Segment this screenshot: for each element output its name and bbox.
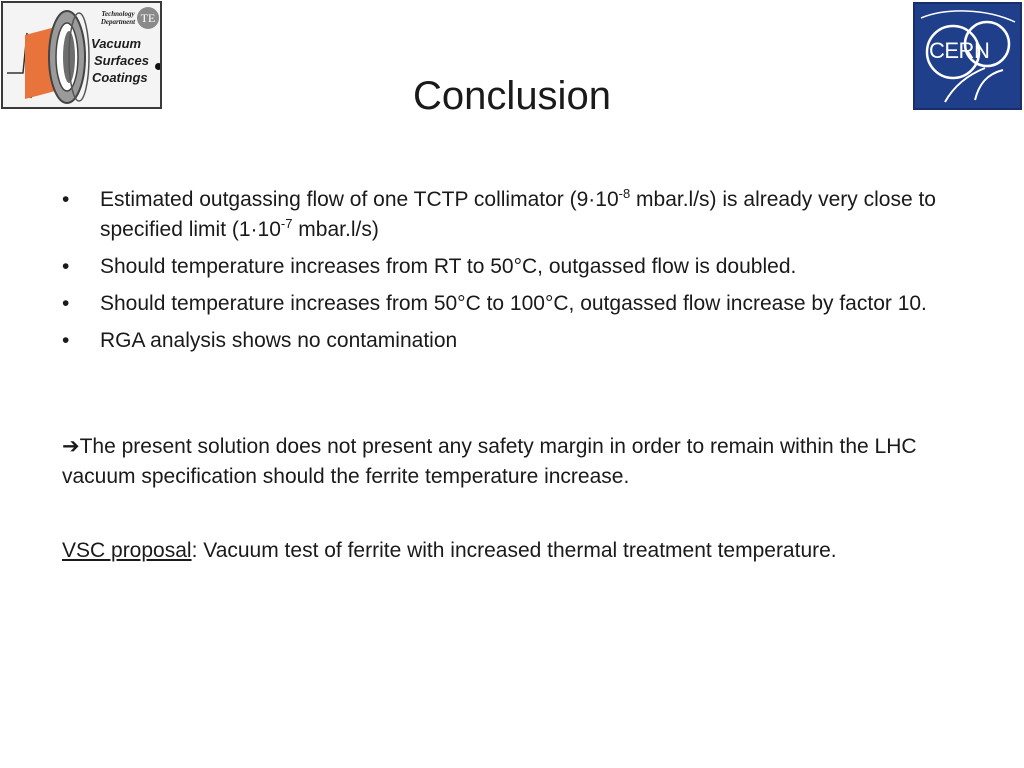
proposal-label: VSC proposal	[62, 539, 192, 562]
bullet-icon: •	[62, 188, 70, 211]
proposal-text: : Vacuum test of ferrite with increased thermal treatment temperature.	[191, 539, 837, 562]
bullet-item-temperature-100: • Should temperature increases from 50°C to 100°C, outgassed flow increase by factor 10.	[62, 289, 952, 319]
logo-word-surfaces: Surfaces	[94, 53, 149, 68]
te-badge: TE	[137, 7, 159, 29]
bullet-item-temperature-50: • Should temperature increases from RT to 50°C, outgassed flow is doubled.	[62, 252, 952, 282]
conclusion-text: The present solution does not present any safety margin in order to remain within the LHC vacuum specification should the ferrite temperature increase.	[62, 435, 917, 488]
bullet-list	[62, 185, 952, 363]
logo-word-coatings: Coatings	[92, 70, 148, 85]
slide-title: Conclusion	[413, 74, 611, 118]
bullet-icon: •	[62, 329, 70, 352]
logo-dot	[155, 63, 162, 70]
right-arrow-icon: ➔	[62, 435, 80, 458]
bullet-item-outgassing-flow: • Estimated outgassing flow of one TCTP collimator ($9\cdot 10^{-8}$ mbar.l/s) is already very close to specified limit ($1\cdot 10^{-7}$ mbar.l/s)	[62, 186, 936, 241]
proposal-paragraph	[62, 536, 982, 566]
conclusion-paragraph	[62, 432, 962, 492]
bullet-icon: •	[62, 292, 70, 315]
cern-logo-text: CERN	[929, 38, 990, 63]
bullet-item-rga-analysis: • RGA analysis shows no contamination	[62, 326, 952, 356]
logo-department-text: Technology Department	[100, 10, 136, 26]
bullet-icon: •	[62, 255, 70, 278]
logo-word-vacuum: Vacuum	[91, 36, 142, 51]
